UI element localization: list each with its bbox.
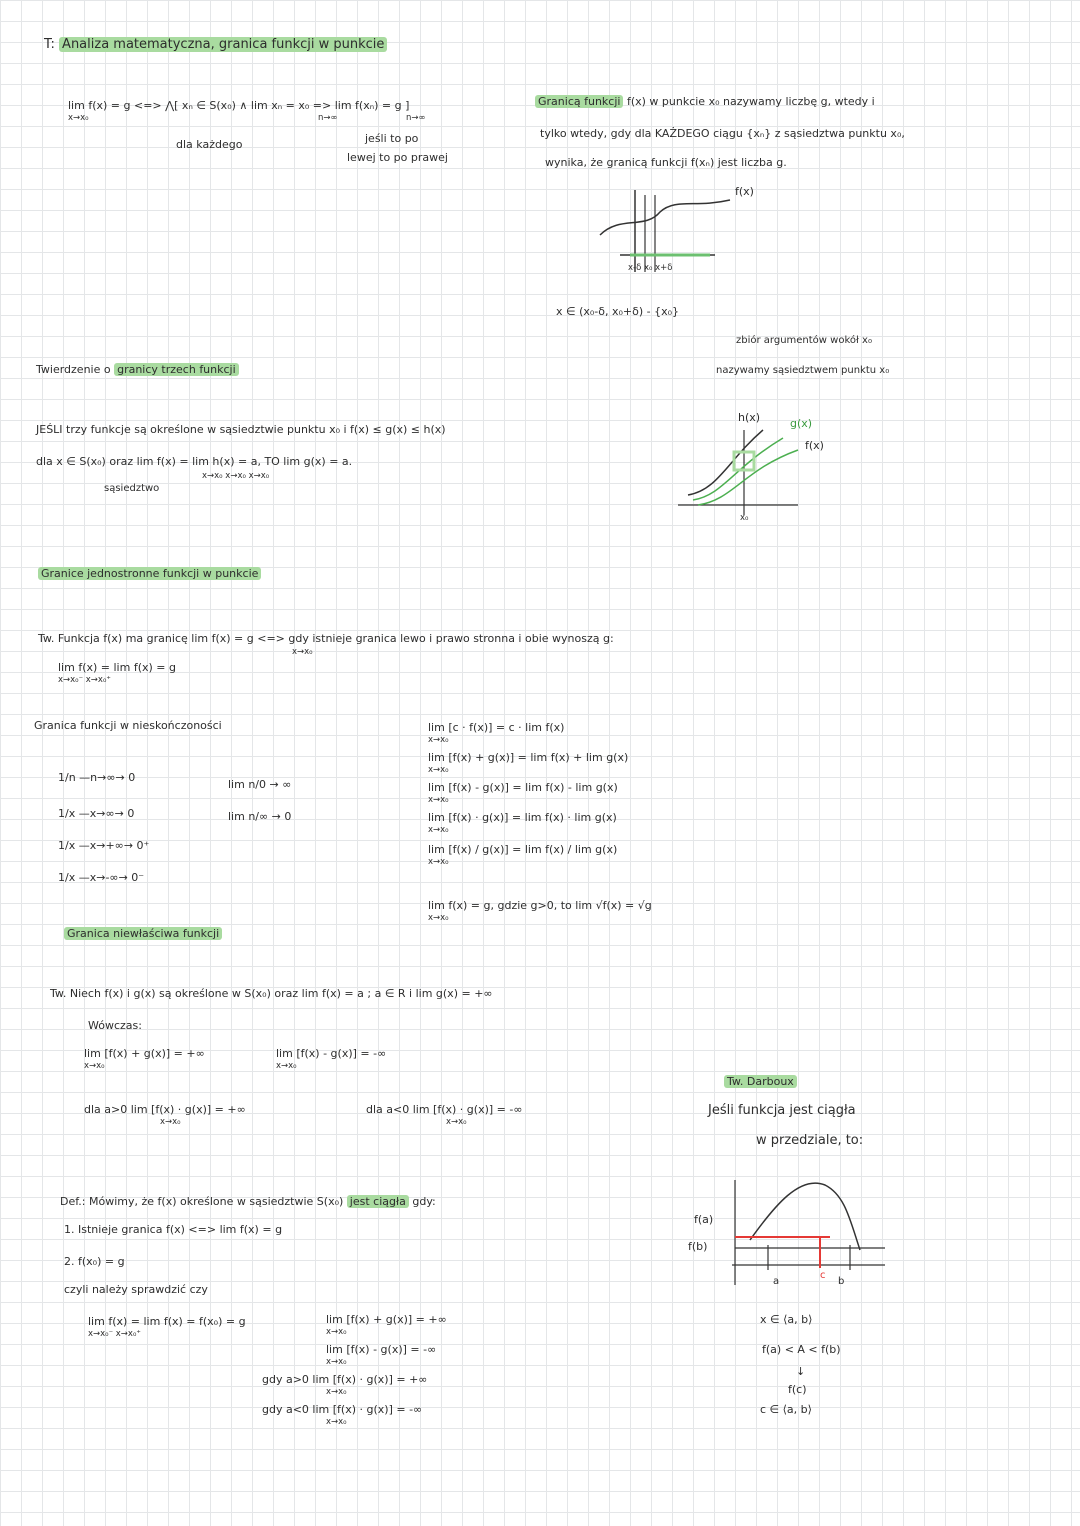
improper-l2b: dla a<0 lim [f(x) · g(x)] = -∞	[366, 1103, 523, 1116]
heine-def-word: Granicą funkcji	[535, 95, 623, 108]
heine-note-each: dla każdego	[176, 138, 243, 151]
rule-quot-sub: x→x₀	[428, 857, 449, 867]
onesided-thm: Tw. Funkcja f(x) ma granicę lim f(x) = g <=> gdy istnieje granica lewo i prawo stronna i obie wynoszą g:	[38, 632, 614, 645]
cont-c3: czyli należy sprawdzić czy	[64, 1283, 208, 1296]
heine-sub-n1: n→∞	[318, 113, 338, 123]
page-title	[44, 38, 387, 53]
rule-sum-sub: x→x₀	[428, 765, 449, 775]
heine-formula: lim f(x) = g <=> ⋀[ xₙ ∈ S(x₀) ∧ lim xₙ = x₀ => lim f(xₙ) = g ]	[68, 99, 410, 112]
three-line2: dla x ∈ S(x₀) oraz lim f(x) = lim h(x) = a, TO lim g(x) = a.	[36, 455, 353, 468]
improper-l2a-sub: x→x₀	[160, 1117, 181, 1127]
darboux-r3: ↓	[796, 1365, 806, 1378]
darboux-r5: c ∈ ⟨a, b⟩	[760, 1403, 812, 1416]
cont-def	[60, 1196, 436, 1209]
three-heading	[36, 364, 239, 377]
improper-heading-text: Granica niewłaściwa funkcji	[64, 927, 222, 940]
infinity-r2: 1/x —x→∞→ 0	[58, 807, 135, 820]
onesided-line2: lim f(x) = lim f(x) = g	[58, 661, 176, 674]
three-heading-prefix: Twierdzenie o	[36, 363, 111, 376]
rule-const: lim [c · f(x)] = c · lim f(x)	[428, 721, 565, 734]
rule-sum: lim [f(x) + g(x)] = lim f(x) + lim g(x)	[428, 751, 629, 764]
improper-l1b: lim [f(x) - g(x)] = -∞	[276, 1047, 387, 1060]
darboux-b: b	[838, 1276, 845, 1287]
heine-def-l1: f(x) w punkcie x₀ nazywamy liczbę g, wtedy i	[626, 95, 875, 108]
cont-c4: lim f(x) = lim f(x) = f(x₀) = g	[88, 1315, 246, 1328]
onesided-heading	[38, 568, 261, 581]
cont-e4: gdy a<0 lim [f(x) · g(x)] = -∞	[262, 1403, 423, 1416]
three-gx: g(x)	[790, 417, 813, 430]
infinity-r4: 1/x —x→-∞→ 0⁻	[58, 871, 145, 884]
rule-prod-sub: x→x₀	[428, 825, 449, 835]
three-heading-hl: granicy trzech funkcji	[114, 363, 239, 376]
darboux-c: c	[820, 1270, 826, 1281]
heine-def-line2: tylko wtedy, gdy dla KAŻDEGO ciągu {xₙ} z sąsiedztwa punktu x₀,	[540, 127, 905, 140]
infinity-c2: lim n/∞ → 0	[228, 810, 292, 823]
darboux-r2: f(a) < A < f(b)	[762, 1343, 841, 1356]
rule-prod: lim [f(x) · g(x)] = lim f(x) · lim g(x)	[428, 811, 617, 824]
cont-e3-sub: x→x₀	[326, 1387, 347, 1397]
infinity-r3: 1/x —x→+∞→ 0⁺	[58, 839, 150, 852]
three-sub: x→x₀ x→x₀ x→x₀	[202, 471, 270, 481]
three-hx: h(x)	[738, 411, 761, 424]
cont-c1: 1. Istnieje granica f(x) <=> lim f(x) = g	[64, 1223, 283, 1236]
cont-def-end: gdy:	[412, 1195, 436, 1208]
three-note: sąsiedztwo	[104, 483, 160, 494]
heine-def-line3: wynika, że granicą funkcji f(xₙ) jest liczba g.	[545, 156, 787, 169]
rule-sqrt-sub: x→x₀	[428, 913, 449, 923]
improper-thm: Tw. Niech f(x) i g(x) są określone w S(x₀) oraz lim f(x) = a ; a ∈ R i lim g(x) = +∞	[50, 987, 493, 1000]
darboux-fa: f(a)	[694, 1213, 714, 1226]
infinity-heading: Granica funkcji w nieskończoności	[34, 719, 222, 732]
rule-const-sub: x→x₀	[428, 735, 449, 745]
cont-e1: lim [f(x) + g(x)] = +∞	[326, 1313, 447, 1326]
three-fx: f(x)	[805, 439, 824, 452]
heine-sub-x: x→x₀	[68, 113, 89, 123]
cont-def-hl: jest ciągła	[347, 1195, 409, 1208]
improper-heading	[64, 928, 222, 941]
heine-def-line1	[535, 96, 875, 109]
infinity-c1: lim n/0 → ∞	[228, 778, 292, 791]
darboux-fb: f(b)	[688, 1240, 708, 1253]
darboux-l1: Jeśli funkcja jest ciągła	[708, 1103, 856, 1118]
cont-e2-sub: x→x₀	[326, 1357, 347, 1367]
title-prefix: T:	[44, 37, 55, 52]
cont-c4-sub: x→x₀⁻ x→x₀⁺	[88, 1329, 141, 1339]
darboux-r4: f(c)	[788, 1383, 807, 1396]
infinity-r1: 1/n —n→∞→ 0	[58, 771, 136, 784]
three-line1: JEŚLI trzy funkcje są określone w sąsiedztwie punktu x₀ i f(x) ≤ g(x) ≤ h(x)	[36, 423, 446, 436]
rule-sqrt: lim f(x) = g, gdzie g>0, to lim √f(x) = √g	[428, 899, 652, 912]
heine-note-side2: lewej to po prawej	[347, 151, 448, 164]
graph1-note2: nazywamy sąsiedztwem punktu x₀	[716, 365, 890, 376]
three-x0: x₀	[740, 513, 749, 523]
cont-c2: 2. f(x₀) = g	[64, 1255, 125, 1268]
darboux-a: a	[773, 1276, 780, 1287]
improper-l1b-sub: x→x₀	[276, 1061, 297, 1071]
title-text: Analiza matematyczna, granica funkcji w punkcie	[59, 37, 387, 52]
improper-then: Wówczas:	[88, 1019, 142, 1032]
graph1-set: x ∈ (x₀-δ, x₀+δ) - {x₀}	[556, 305, 680, 318]
cont-e4-sub: x→x₀	[326, 1417, 347, 1427]
improper-l2a: dla a>0 lim [f(x) · g(x)] = +∞	[84, 1103, 246, 1116]
cont-e3: gdy a>0 lim [f(x) · g(x)] = +∞	[262, 1373, 428, 1386]
cont-e2: lim [f(x) - g(x)] = -∞	[326, 1343, 437, 1356]
improper-l2b-sub: x→x₀	[446, 1117, 467, 1127]
darboux-l2: w przedziale, to:	[756, 1133, 864, 1148]
cont-e1-sub: x→x₀	[326, 1327, 347, 1337]
darboux-graph	[720, 1160, 900, 1290]
heine-sub-n2: n→∞	[406, 113, 426, 123]
darboux-r1: x ∈ ⟨a, b⟩	[760, 1313, 813, 1326]
heine-note-side1: jeśli to po	[365, 132, 419, 145]
rule-diff-sub: x→x₀	[428, 795, 449, 805]
improper-l1a: lim [f(x) + g(x)] = +∞	[84, 1047, 205, 1060]
darboux-heading	[724, 1076, 797, 1089]
improper-l1a-sub: x→x₀	[84, 1061, 105, 1071]
rule-diff: lim [f(x) - g(x)] = lim f(x) - lim g(x)	[428, 781, 618, 794]
onesided-thm-sub: x→x₀	[292, 647, 313, 657]
onesided-line2-sub: x→x₀⁻ x→x₀⁺	[58, 675, 111, 685]
rule-quot: lim [f(x) / g(x)] = lim f(x) / lim g(x)	[428, 843, 618, 856]
graph1-note1: zbiór argumentów wokół x₀	[736, 335, 872, 346]
onesided-heading-text: Granice jednostronne funkcji w punkcie	[38, 567, 261, 580]
graph1-ticks: x-δ x₀ x+δ	[628, 263, 673, 273]
cont-def-text: Def.: Mówimy, że f(x) określone w sąsiedztwie S(x₀)	[60, 1195, 344, 1208]
graph1-fx: f(x)	[735, 185, 754, 198]
darboux-heading-text: Tw. Darboux	[724, 1075, 797, 1088]
